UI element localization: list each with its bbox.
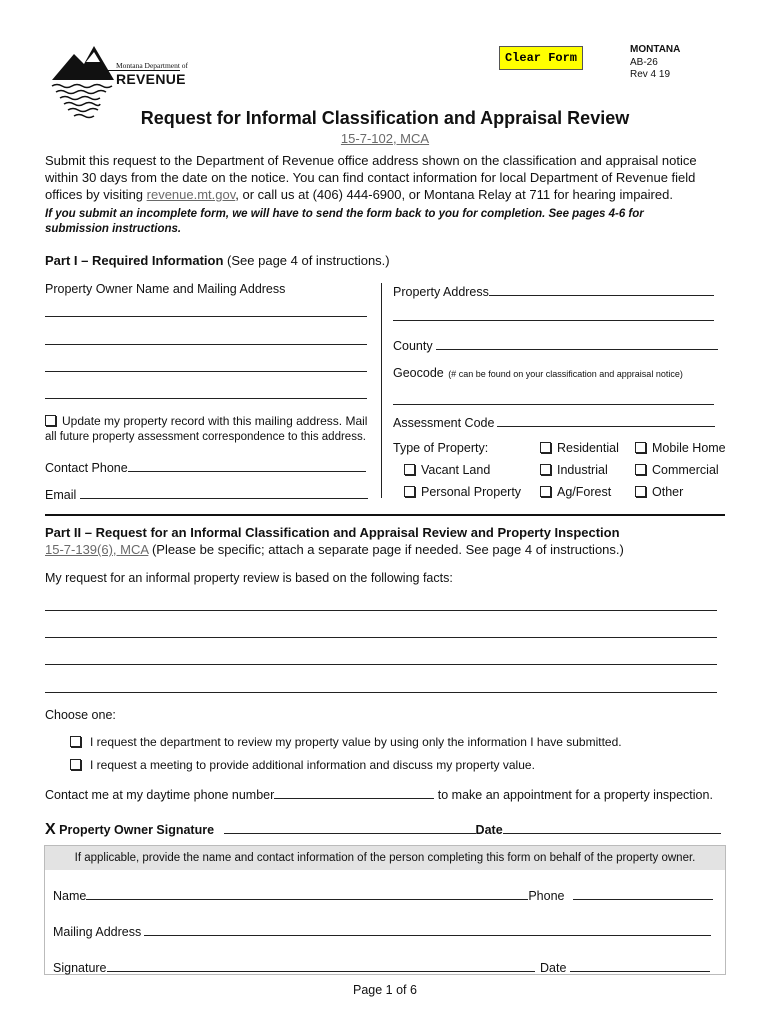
form-id: AB-26 [630,56,658,68]
agent-date-label: Date [540,961,567,975]
type-mobile-home-label: Mobile Home [652,441,726,455]
update-address-line-1: Update my property record with this mailing address. Mail [62,414,368,428]
update-address-line-2: all future property assessment correspondence to this address. [45,431,366,443]
agent-phone-label: Phone [528,889,565,903]
owner-label: Property Owner Name and Mailing Address [45,282,286,296]
intro-line-1: Submit this request to the Department of Revenue office address shown on the classification and appraisal notice [45,153,697,168]
column-divider [381,283,382,498]
type-commercial[interactable] [635,463,719,477]
checkbox-icon[interactable] [404,486,415,497]
county-field[interactable] [393,336,718,353]
part1-heading-bold: Part I – Required Information [45,253,224,268]
property-address-field[interactable] [393,282,714,299]
intro-line-3-prefix: offices by visiting [45,187,147,202]
agent-info-box [44,845,726,975]
option-request-meeting[interactable] [70,758,535,772]
statute-link[interactable]: 15-7-102, MCA [340,131,430,146]
contact-phone-field[interactable] [45,458,366,475]
type-vacant-land[interactable] [404,463,490,477]
signature-label: Property Owner Signature [59,823,215,837]
part2-statute-link[interactable]: 15-7-139(6), MCA [45,542,149,557]
signature-date-label: Date [475,823,503,837]
type-industrial-label: Industrial [557,463,608,477]
part2-subheading [45,542,624,557]
facts-line-2[interactable] [45,637,717,638]
assessment-code-label: Assessment Code [393,416,495,430]
daytime-phone-prefix: Contact me at my daytime phone number [45,788,275,802]
type-personal-property[interactable] [404,485,521,499]
revenue-website-link[interactable]: revenue.mt.gov [146,187,236,202]
agent-mailing-address-field[interactable] [53,922,711,939]
type-mobile-home[interactable] [635,441,726,455]
geocode-label: Geocode [393,366,444,380]
geocode-field[interactable] [393,364,683,382]
type-of-property-label: Type of Property: [393,441,489,455]
agent-signature-field[interactable] [53,958,710,975]
type-vacant-land-label: Vacant Land [421,463,491,477]
facts-line-1[interactable] [45,610,717,611]
owner-signature-field[interactable] [45,820,721,839]
checkbox-icon[interactable] [45,415,56,426]
facts-line-3[interactable] [45,664,717,665]
warning-line-1: If you submit an incomplete form, we will have to send the form back to you for completion. See pages 4-6 for [45,208,644,220]
type-other-label: Other [652,485,684,499]
facts-label: My request for an informal property review is based on the following facts: [45,571,453,585]
option-review-submitted[interactable] [70,735,622,749]
owner-name-line-4[interactable] [45,398,367,399]
choose-one-label: Choose one: [45,708,116,722]
daytime-phone-suffix: to make an appointment for a property inspection. [437,788,713,802]
agent-note: If applicable, provide the name and contact information of the person completing this form on behalf of the property owner. [45,846,725,870]
part2-heading: Part II – Request for an Informal Classification and Appraisal Review and Property Inspection [45,525,620,540]
intro-text [45,152,745,203]
email-field[interactable] [45,485,368,502]
checkbox-icon[interactable] [70,736,81,747]
intro-line-2: within 30 days from the date on the notice. You can find contact information for local Department of Revenue field [45,170,696,185]
logo-small-text: Montana Department of [116,61,189,70]
type-residential[interactable] [540,441,619,455]
part1-heading [45,253,390,268]
property-address-label: Property Address [393,285,489,299]
owner-name-line-1[interactable] [45,316,367,317]
checkbox-icon[interactable] [540,486,551,497]
intro-line-3-suffix: , or call us at (406) 444-6900, or Montana Relay at 711 for hearing impaired. [235,187,673,202]
type-personal-property-label: Personal Property [421,485,522,499]
agent-name-field[interactable] [53,886,713,903]
daytime-phone-field[interactable] [45,785,713,802]
checkbox-icon[interactable] [635,486,646,497]
type-ag-forest[interactable] [540,485,611,499]
part2-note: (Please be specific; attach a separate page if needed. See page 4 of instructions.) [148,542,624,557]
facts-line-4[interactable] [45,692,717,693]
type-industrial[interactable] [540,463,608,477]
warning-line-2: submission instructions. [45,223,182,235]
option-request-meeting-label: I request a meeting to provide additional information and discuss my property value. [90,758,535,772]
clear-form-button[interactable]: Clear Form [499,46,583,70]
form-id-block [630,44,680,82]
form-revision: Rev 4 19 [630,69,671,80]
checkbox-icon[interactable] [635,464,646,475]
geocode-note: (# can be found on your classification and appraisal notice) [448,369,683,379]
option-review-submitted-label: I request the department to review my property value by using only the information I have submitted. [90,735,622,749]
property-address-line-2[interactable] [393,320,714,321]
part1-heading-rest: (See page 4 of instructions.) [223,253,390,268]
intro-line-3 [45,186,745,203]
checkbox-icon[interactable] [404,464,415,475]
type-commercial-label: Commercial [652,463,719,477]
agent-signature-label: Signature [53,961,107,975]
checkbox-icon[interactable] [70,759,81,770]
checkbox-icon[interactable] [540,464,551,475]
agent-mailing-address-label: Mailing Address [53,925,142,939]
page-number: Page 1 of 6 [353,983,417,997]
type-ag-forest-label: Ag/Forest [557,485,612,499]
email-label: Email [45,488,77,502]
logo-big-text: REVENUE [116,71,186,87]
section-divider [45,514,725,516]
type-other[interactable] [635,485,683,499]
update-address-checkbox[interactable] [45,413,380,445]
owner-name-line-3[interactable] [45,371,367,372]
agent-name-label: Name [53,889,87,903]
incomplete-warning [45,207,644,237]
signature-x-mark: X [45,821,56,838]
county-label: County [393,339,433,353]
state-label: MONTANA [630,44,681,55]
owner-name-line-2[interactable] [45,344,367,345]
assessment-code-field[interactable] [393,413,715,430]
geocode-line[interactable] [393,404,714,405]
page-title: Request for Informal Classification and Appraisal Review [140,108,630,128]
checkbox-icon[interactable] [635,442,646,453]
contact-phone-label: Contact Phone [45,461,128,475]
type-residential-label: Residential [557,441,619,455]
checkbox-icon[interactable] [540,442,551,453]
